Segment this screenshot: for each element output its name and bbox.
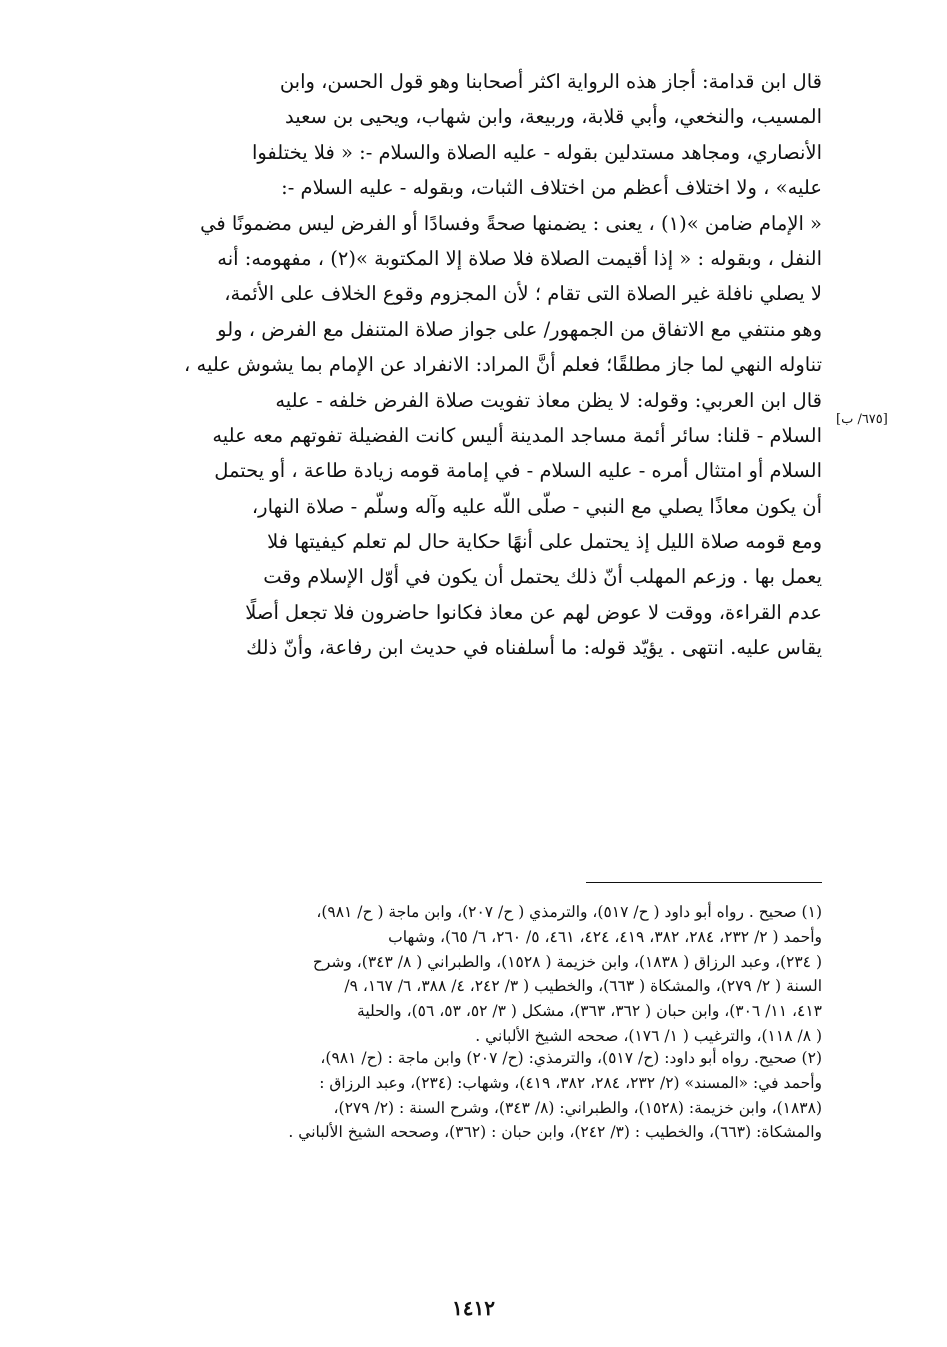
margin-folio-note: [٦٧٥/ ب] [836, 412, 888, 427]
body-line: السلام أو امتثال أمره - عليه السلام - في إمامة قومه زيادة طاعة ، أو يحتمل [214, 459, 822, 483]
footnote-line: ( ٢٣٤)، وعبد الرزاق ( ١٨٣٨)، وابن خزيمة ( ١٥٢٨)، والطبراني ( ٨/ ٣٤٣)، وشرح [312, 952, 822, 971]
page-number: ١٤١٢ [452, 1296, 495, 1320]
body-line: ومع قومه صلاة الليل إذ يحتمل على أنهًا حكاية حال لم تعلم كيفيتها فلا [267, 530, 822, 554]
footnote-2 [82, 1046, 822, 1145]
footnote-line: (٢) صحيح. رواه أبو داود: (ح/ ٥١٧)، والترمذي: (ح/ ٢٠٧) وابن ماجة : (ح/ ٩٨١)، [320, 1049, 822, 1067]
footnote-line: ٤١٣، ١١/ ٣٠٦)، وابن حبان ( ٣٦٢، ٣٦٣)، مشكل ( ٣/ ٥٢، ٥٣، ٥٦)، والحلية [357, 1002, 822, 1021]
footnote-line: وأحمد ( ٢/ ٢٣٢، ٢٨٤، ٣٨٢، ٤١٩، ٤٢٤، ٤٦١، ٥/ ٢٦٠، ٦/ ٦٥)، وشهاب [388, 927, 822, 946]
body-line: قال ابن العربي: وقوله: لا يظن معاذ تفويت صلاة الفرض خلفه - عليه [275, 388, 822, 412]
footnote-line: (١) صحيح . رواه أبو داود ( ح/ ٥١٧)، والترمذي ( ح/ ٢٠٧)، وابن ماجة ( ح/ ٩٨١)، [316, 903, 822, 921]
body-line: تناوله النهي لما جاز مطلقًا؛ فعلم أنَّ المراد: الانفراد عن الإمام بما يشوش عليه ، [184, 353, 822, 377]
body-line: لا يصلي نافلة غير الصلاة التى تقام ؛ لأن المجزوم وقوع الخلاف على الأئمة، [224, 282, 822, 306]
body-line: « الإمام ضامن »(١) ، يعنى : يضمنها صحةً وفسادًا أو الفرض ليس مضمونًا في [200, 211, 822, 235]
footnote-line: السنة ( ٢/ ٢٧٩)، والمشكاة ( ٦٦٣)، والخطيب ( ٣/ ٢٤٢، ٤/ ٣٨٨، ٦/ ١٦٧، ٩/ [344, 977, 822, 996]
footnote-line: وأحمد في: «المسند» (٢/ ٢٣٢، ٢٨٤، ٣٨٢، ٤١٩)، وشهاب: (٢٣٤)، وعبد الرزاق : [319, 1073, 822, 1092]
body-line: عدم القراءة، ووقت لا عوض لهم عن معاذ فكانوا حاضرون فلا تجعل أصلًا [245, 600, 822, 624]
body-text [82, 64, 822, 666]
body-line: المسيب، والنخعي، وأبي قلابة، وربيعة، وابن شهاب، ويحيى بن سعيد [284, 105, 822, 129]
body-line: يعمل بها . وزعم المهلب أنّ ذلك يحتمل أن يكون في أوّل الإسلام وقت [263, 565, 822, 589]
body-line: عليه» ، ولا اختلاف أعظم من اختلاف الثبات، وبقوله - عليه السلام -: [281, 176, 822, 200]
body-line: وهو منتفي مع الاتفاق من الجمهور/ على جواز صلاة المتنفل مع الفرض ، ولو [217, 317, 822, 341]
footnote-1 [82, 900, 822, 1049]
body-line: أن يكون معاذًا يصلي مع النبي - صلّى اللّه عليه وآله وسلّم - صلاة النهار، [251, 494, 822, 518]
body-line: قال ابن قدامة: أجاز هذه الرواية اكثر أصحابنا وهو قول الحسن، وابن [279, 70, 822, 93]
body-line: يقاس عليه. انتهى . يؤيّد قوله: ما أسلفناه في حديث ابن رفاعة، وأنّ ذلك [246, 636, 822, 660]
footnote-separator [586, 882, 822, 883]
body-line: السلام - قلنا: سائر أئمة مساجد المدينة أليس كانت الفضيلة تفوتهم معه عليه [212, 423, 822, 447]
footnote-line: ( ٨/ ١١٨)، والترغيب ( ١/ ١٧٦)، صححه الشيخ الألباني . [475, 1026, 822, 1045]
footnote-line: والمشكاة: (٦٦٣)، والخطيب : (٣/ ٢٤٢)، وابن حبان : (٣٦٢)، وصححه الشيخ الألباني . [288, 1123, 822, 1142]
footnote-line: (١٨٣٨)، وابن خزيمة: (١٥٢٨)، والطبراني: (٨/ ٣٤٣)، وشرح السنة : (٢/ ٢٧٩)، [333, 1098, 822, 1117]
body-line: النفل ، وبقوله : « إذا أقيمت الصلاة فلا صلاة إلا المكتوبة »(٢) ، مفهومه: أنه [217, 246, 822, 270]
body-line: الأنصاري، ومجاهد مستدلين بقوله - عليه الصلاة والسلام -: « فلا يختلفوا [251, 140, 822, 164]
